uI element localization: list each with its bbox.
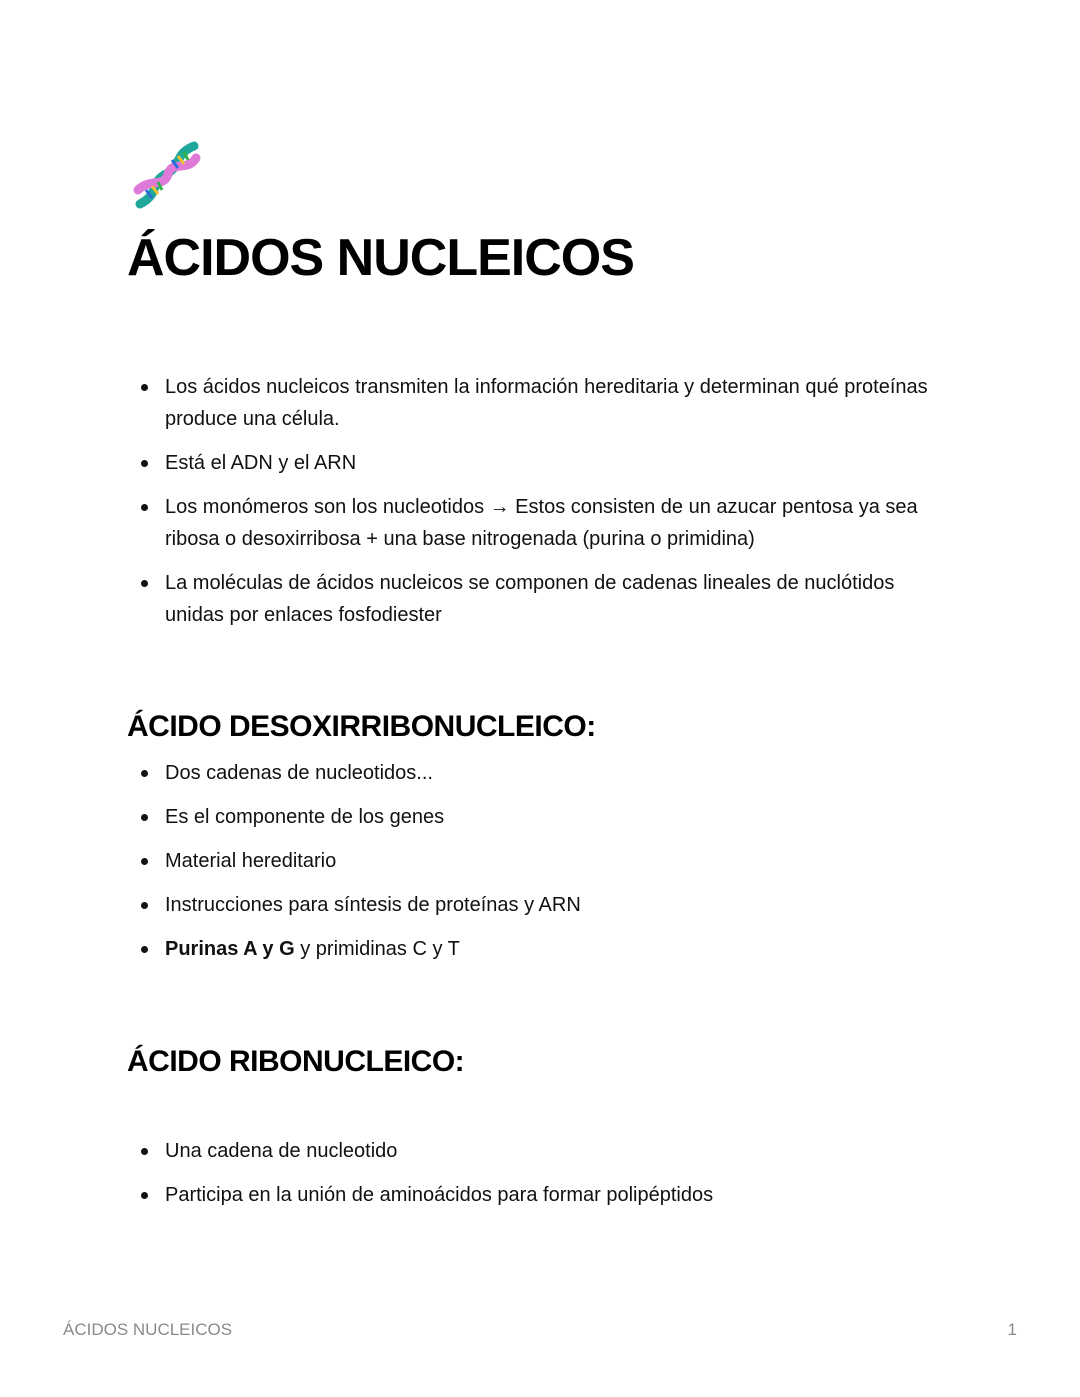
list-item: Participa en la unión de aminoácidos para formar polipéptidos: [127, 1179, 957, 1211]
list-item-text: y primidinas C y T: [294, 938, 460, 960]
page-number: 1: [1007, 1320, 1017, 1339]
list-item: [127, 933, 957, 965]
intro-list: [127, 371, 957, 643]
section-heading-arn: ÁCIDO RIBONUCLEICO:: [127, 1045, 465, 1078]
list-item: Una cadena de nucleotido: [127, 1135, 957, 1167]
list-item: La moléculas de ácidos nucleicos se componen de cadenas lineales de nuclótidos unidas por enlaces fosfodiester: [127, 567, 957, 631]
list-item: Material hereditario: [127, 845, 957, 877]
arn-list: [127, 1135, 957, 1223]
list-item: Dos cadenas de nucleotidos...: [127, 757, 957, 789]
adn-list: [127, 757, 957, 977]
bold-text: Purinas A y G: [165, 938, 295, 960]
footer-title: ÁCIDOS NUCLEICOS: [63, 1320, 233, 1339]
list-item: Está el ADN y el ARN: [127, 447, 957, 479]
document-title: ÁCIDOS NUCLEICOS: [127, 229, 634, 287]
list-item: Instrucciones para síntesis de proteínas y ARN: [127, 889, 957, 921]
dna-icon: [130, 138, 204, 212]
section-heading-adn: ÁCIDO DESOXIRRIBONUCLEICO:: [127, 710, 596, 743]
list-item: Los monómeros son los nucleotidos → Estos consisten de un azucar pentosa ya sea ribosa o desoxirribosa + una base nitrogenada (purina o primidina): [127, 491, 957, 555]
list-item: Es el componente de los genes: [127, 801, 957, 833]
list-item: Los ácidos nucleicos transmiten la información hereditaria y determinan qué proteínas produce una célula.: [127, 371, 957, 435]
